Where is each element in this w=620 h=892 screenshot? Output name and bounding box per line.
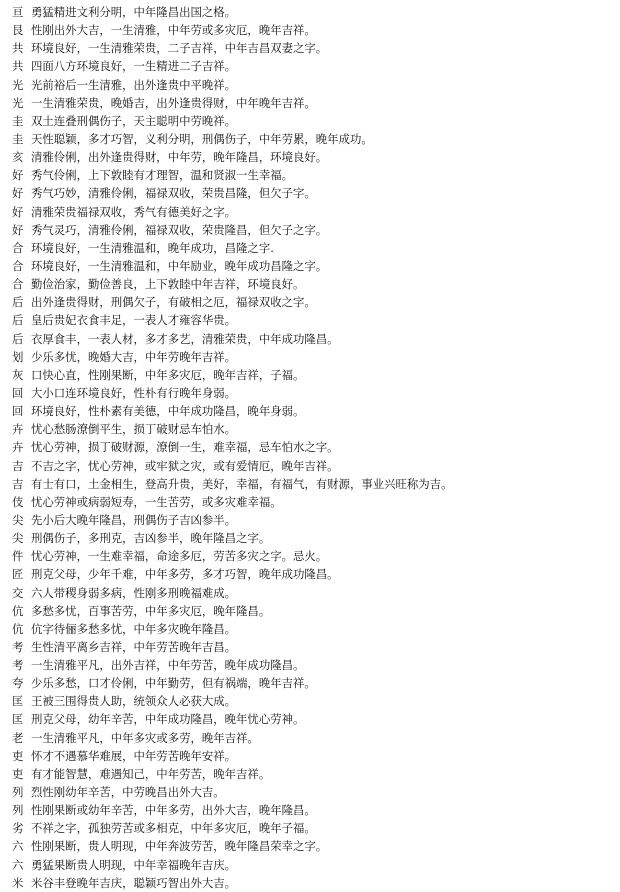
entry-description: 一生清雅平凡，中年多灾或多劳，晚年吉祥。 xyxy=(31,730,259,745)
entry-character: 考 xyxy=(12,658,24,673)
entry-row xyxy=(12,438,620,456)
entry-description: 大小口连环境良好，性朴有行晚年身弱。 xyxy=(31,385,237,400)
entry-row xyxy=(12,801,620,819)
entry-description: 衣厚食丰，一表人材，多才多艺，清雅荣贵，中年成功隆昌。 xyxy=(31,331,339,346)
entry-row xyxy=(12,620,620,638)
entry-character: 吏 xyxy=(12,748,24,763)
entry-description: 伉字待俪多愁多忧，中年多灾晚年隆昌。 xyxy=(31,621,237,636)
entry-character: 好 xyxy=(12,186,24,201)
entry-description: 光前裕后一生清雅，出外逢贵中平晚祥。 xyxy=(31,77,237,92)
entry-description: 口快心直，性刚果断，中年多灾厄，晚年吉祥，子福。 xyxy=(31,367,305,382)
entry-character: 劣 xyxy=(12,821,24,836)
entry-row xyxy=(12,366,620,384)
entry-row xyxy=(12,293,620,311)
entry-row xyxy=(12,239,620,257)
entry-character: 亥 xyxy=(12,150,24,165)
entry-description: 环境良好，性朴素有美德，中年成功隆昌，晚年身弱。 xyxy=(31,404,305,419)
entry-character: 夸 xyxy=(12,676,24,691)
entry-character: 共 xyxy=(12,59,24,74)
entry-character: 列 xyxy=(12,803,24,818)
entry-description: 怀才不遇慕华难展，中年劳苦晚年安祥。 xyxy=(31,748,237,763)
entry-row xyxy=(12,184,620,202)
entry-row xyxy=(12,130,620,148)
entry-row xyxy=(12,148,620,166)
entry-character: 好 xyxy=(12,168,24,183)
entry-description: 秀气伶俐，上下敦睦有才理智，温和贤淑一生幸福。 xyxy=(31,168,293,183)
entry-row xyxy=(12,203,620,221)
entry-character: 好 xyxy=(12,222,24,237)
entry-description: 清雅伶俐，出外逢贵得财，中年劳，晚年隆昌，环境良好。 xyxy=(31,150,328,165)
entry-row xyxy=(12,166,620,184)
entry-character: 划 xyxy=(12,349,24,364)
entry-character: 六 xyxy=(12,839,24,854)
entry-character: 匠 xyxy=(12,567,24,582)
entry-character: 六 xyxy=(12,857,24,872)
entry-character: 匡 xyxy=(12,712,24,727)
entry-description: 环境良好，一生清雅荣贵，二子吉祥，中年吉昌双妻之字。 xyxy=(31,41,328,56)
entry-description: 忧心愁肠潦倒平生，损丁破财忌车怕水。 xyxy=(31,422,237,437)
entry-character: 后 xyxy=(12,313,24,328)
entry-row xyxy=(12,729,620,747)
entry-character: 米 xyxy=(12,875,24,890)
entry-description: 不祥之字，孤独劳苦或多相克，中年多灾厄，晚年子福。 xyxy=(31,821,316,836)
entry-character: 吏 xyxy=(12,766,24,781)
entry-row xyxy=(12,602,620,620)
entry-description: 性刚果断或幼年辛苦，中年多劳，出外大吉，晚年隆昌。 xyxy=(31,803,316,818)
entry-description: 六人带稷身弱多病，性刚多刑晚福难成。 xyxy=(31,585,237,600)
entry-description: 双土连叠刑偶伤子，天主聪明中劳晚祥。 xyxy=(31,113,237,128)
entry-character: 后 xyxy=(12,295,24,310)
entry-character: 匡 xyxy=(12,694,24,709)
entry-row xyxy=(12,874,620,892)
entry-row xyxy=(12,39,620,57)
entry-row xyxy=(12,783,620,801)
entry-character: 灰 xyxy=(12,367,24,382)
entry-row xyxy=(12,94,620,112)
entry-row xyxy=(12,348,620,366)
entry-row xyxy=(12,420,620,438)
entry-character: 件 xyxy=(12,549,24,564)
entry-description: 生性清平离乡吉祥，中年劳苦晚年吉昌。 xyxy=(31,639,237,654)
entry-character: 亘 xyxy=(12,5,24,19)
entry-description: 秀气灵巧，清雅伶俐，福禄双收，荣贵隆昌，但欠子之字。 xyxy=(31,222,328,237)
entry-description: 王被三围得贵人助，统领众人必获大成。 xyxy=(31,694,237,709)
entry-row xyxy=(12,565,620,583)
entry-character: 吉 xyxy=(12,458,24,473)
entry-row xyxy=(12,221,620,239)
entry-description: 一生清雅荣贵，晚婚吉，出外逢贵得财，中年晚年吉祥。 xyxy=(31,95,316,110)
entry-description: 性刚出外大吉，一生清雅，中年劳或多灾厄，晚年吉祥。 xyxy=(31,23,316,38)
entry-character: 卉 xyxy=(12,422,24,437)
entry-description: 忧心劳神，一生难幸福，命途多厄，劳苦多灾之字。忌火。 xyxy=(31,549,328,564)
entry-character: 伎 xyxy=(12,494,24,509)
entry-description: 忧心劳神，损丁破财源，潦倒一生，难幸福，忌车怕水之字。 xyxy=(31,440,339,455)
entry-row xyxy=(12,529,620,547)
entry-description: 四面八方环境良好，一生精进二子吉祥。 xyxy=(31,59,237,74)
entry-description: 不吉之字，忧心劳神，或牢狱之灾，或有爱情厄，晚年吉祥。 xyxy=(31,458,339,473)
entry-row xyxy=(12,511,620,529)
entry-description: 少乐多愁，口才伶俐，中年勤劳，但有祸端，晚年吉祥。 xyxy=(31,676,316,691)
entry-character: 伉 xyxy=(12,603,24,618)
entry-character: 伉 xyxy=(12,621,24,636)
entry-row xyxy=(12,765,620,783)
entry-row xyxy=(12,384,620,402)
entry-character: 好 xyxy=(12,204,24,219)
entry-row xyxy=(12,112,620,130)
entry-description: 天性聪颖，多才巧智，义利分明，刑偶伤子，中年劳累，晚年成功。 xyxy=(31,131,373,146)
entry-row xyxy=(12,330,620,348)
entry-description: 环境良好，一生清雅温和，晚年成功，昌隆之字. xyxy=(31,240,274,255)
entry-description: 刑克父母，少年千难，中年多劳，多才巧智，晚年成功隆昌。 xyxy=(31,567,339,582)
entry-character: 合 xyxy=(12,277,24,292)
entry-description: 勇猛果断贵人明现，中年幸福晚年吉庆。 xyxy=(31,857,237,872)
entry-row xyxy=(12,674,620,692)
entry-row xyxy=(12,856,620,874)
entry-character: 艮 xyxy=(12,23,24,38)
entry-description: 有才能智慧，难遇知己，中年劳苦，晚年吉祥。 xyxy=(31,766,271,781)
entry-character: 尖 xyxy=(12,512,24,527)
entry-character: 后 xyxy=(12,331,24,346)
entry-row xyxy=(12,21,620,39)
entry-row xyxy=(12,57,620,75)
entry-character: 卉 xyxy=(12,440,24,455)
entry-row xyxy=(12,3,620,21)
entry-description: 清雅荣贵福禄双收，秀气有德美好之字。 xyxy=(31,204,237,219)
entry-character: 尖 xyxy=(12,531,24,546)
entry-description: 秀气巧妙，清雅伶俐，福禄双收，荣贵昌隆，但欠子字。 xyxy=(31,186,316,201)
entry-description: 勇猛精进文利分明，中年隆昌出国之格。 xyxy=(31,5,237,19)
entry-description: 先小后大晚年隆昌，刑偶伤子吉凶参半。 xyxy=(31,512,237,527)
entry-character: 列 xyxy=(12,785,24,800)
entry-row xyxy=(12,819,620,837)
entry-character: 回 xyxy=(12,404,24,419)
entry-character: 交 xyxy=(12,585,24,600)
entry-description: 有士有口，土金相生，登高升贵，美好，幸福，有福气，有财源，事业兴旺称为吉。 xyxy=(31,476,453,491)
entry-description: 皇后贵妃衣食丰足，一表人才雍容华贵。 xyxy=(31,313,237,328)
entry-description: 环境良好，一生清雅温和，中年励业，晚年成功昌隆之字。 xyxy=(31,258,328,273)
entry-row xyxy=(12,656,620,674)
entry-row xyxy=(12,257,620,275)
entry-row xyxy=(12,311,620,329)
entry-row xyxy=(12,692,620,710)
entry-character: 光 xyxy=(12,77,24,92)
entry-row xyxy=(12,584,620,602)
entry-row xyxy=(12,638,620,656)
entry-description: 勤俭治家，勤俭善良，上下敦睦中年吉祥，环境良好。 xyxy=(31,277,305,292)
entry-character: 合 xyxy=(12,240,24,255)
entry-description: 忧心劳神或病弱短寿，一生苦劳，或多灾难幸福。 xyxy=(31,494,282,509)
entry-row xyxy=(12,547,620,565)
entry-character: 共 xyxy=(12,41,24,56)
entry-character: 老 xyxy=(12,730,24,745)
entry-character: 圭 xyxy=(12,113,24,128)
entry-row xyxy=(12,493,620,511)
entry-description: 少乐多忧，晚婚大吉，中年劳晚年吉祥。 xyxy=(31,349,237,364)
entry-row xyxy=(12,76,620,94)
entry-description: 性刚果断，贵人明现，中年奔波劳苦，晚年隆昌荣幸之字。 xyxy=(31,839,328,854)
entry-character: 考 xyxy=(12,639,24,654)
entry-description: 烈性刚幼年辛苦，中劳晚昌出外大吉。 xyxy=(31,785,225,800)
entry-row xyxy=(12,402,620,420)
entry-character: 吉 xyxy=(12,476,24,491)
entry-description: 刑克父母，幼年辛苦，中年成功隆昌，晚年忧心劳神。 xyxy=(31,712,305,727)
entry-character: 回 xyxy=(12,385,24,400)
entry-row xyxy=(12,837,620,855)
entry-character: 光 xyxy=(12,95,24,110)
entry-row xyxy=(12,710,620,728)
entry-row xyxy=(12,457,620,475)
entry-row xyxy=(12,747,620,765)
entry-row xyxy=(12,475,620,493)
entry-description: 多愁多忧，百事苦劳，中年多灾厄，晚年隆昌。 xyxy=(31,603,271,618)
entry-character: 圭 xyxy=(12,131,24,146)
entry-row xyxy=(12,275,620,293)
entry-description: 出外逢贵得财，刑偶欠子，有破相之厄，福禄双收之字。 xyxy=(31,295,316,310)
entry-description: 一生清雅平凡，出外吉祥，中年劳苦，晚年成功隆昌。 xyxy=(31,658,305,673)
entry-description: 米谷丰登晚年吉庆，聪颖巧智出外大吉。 xyxy=(31,875,237,890)
entry-description: 刑偶伤子，多刑克，吉凶参半，晚年隆昌之字。 xyxy=(31,531,271,546)
entry-character: 合 xyxy=(12,258,24,273)
